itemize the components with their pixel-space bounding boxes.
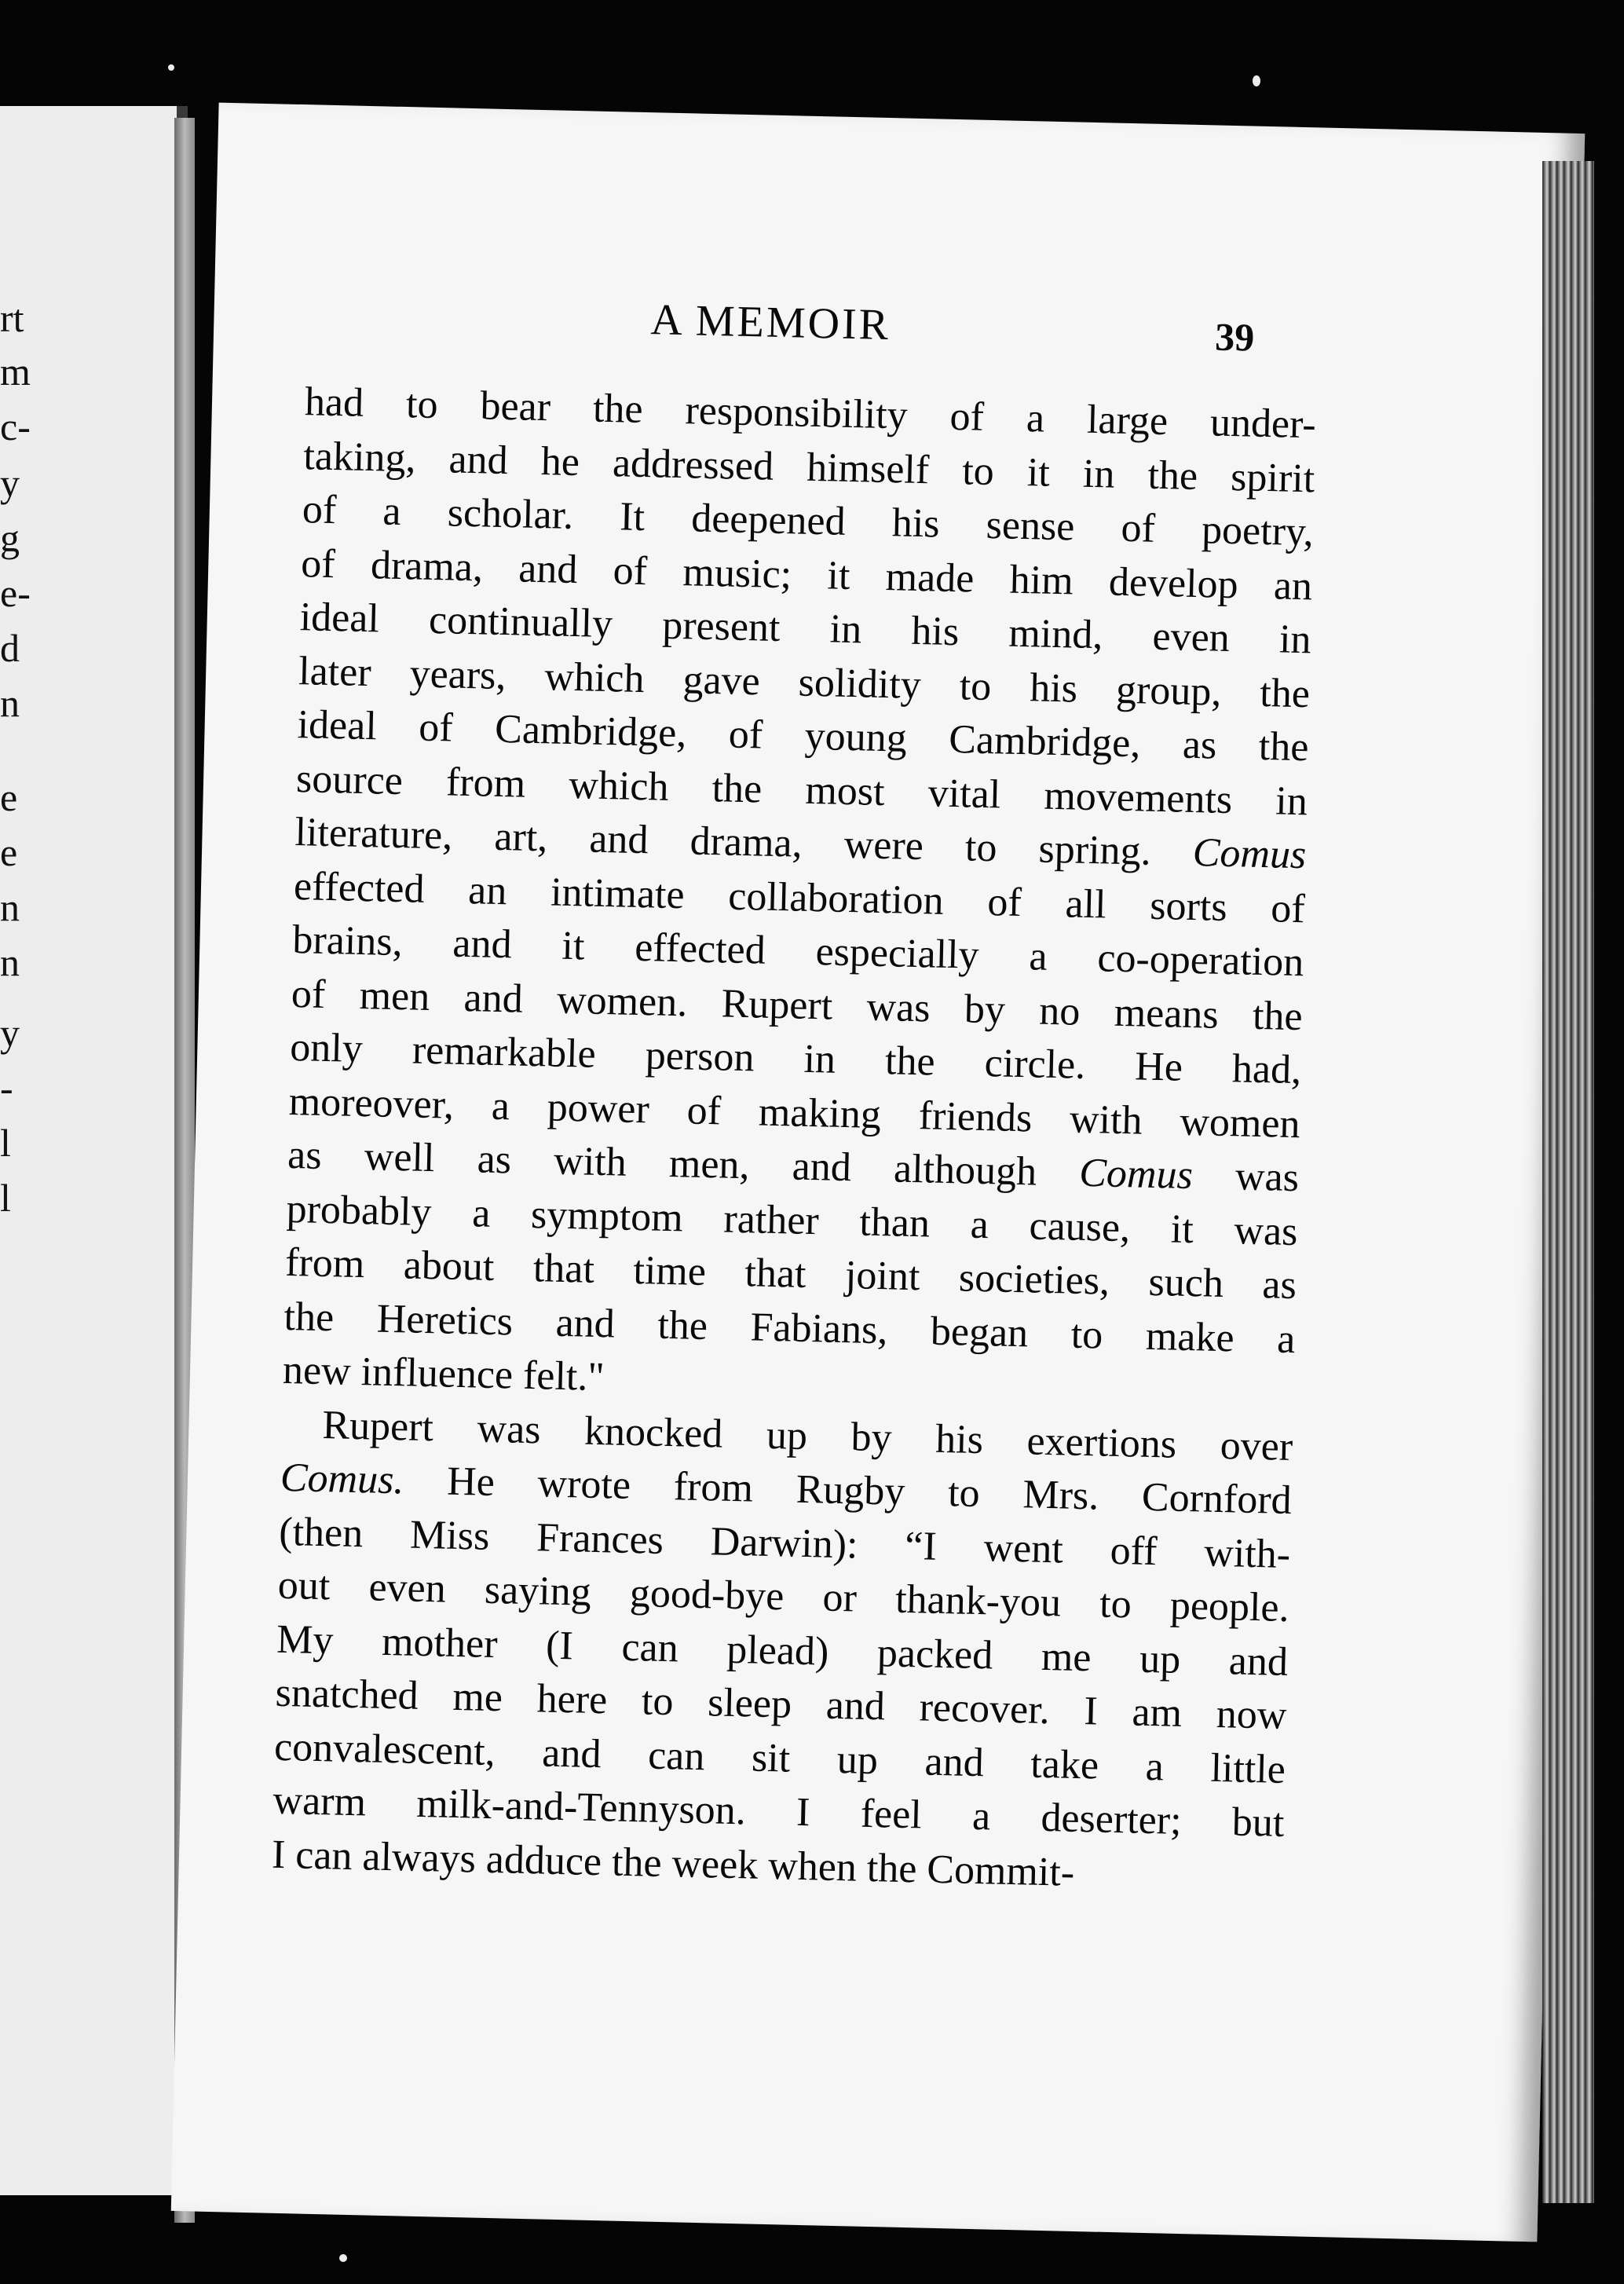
left-facing-page (0, 106, 188, 2195)
text-run: of men and women. Rupert was by no means the (291, 971, 1304, 1039)
left-page-fragment: y (0, 461, 20, 505)
book-page (171, 103, 1585, 2242)
text-run: warm milk-and-Tennyson. I feel a deserter; but (272, 1777, 1285, 1846)
text-run: ideal of Cambridge, of young Cambridge, as the (297, 702, 1310, 770)
text-run: source from which the most vital movements in (295, 756, 1308, 824)
left-page-fragment: l (0, 1176, 11, 1220)
left-page-fragment: n (0, 885, 20, 929)
dust-speck (168, 64, 174, 71)
text-run: probably a symptom rather than a cause, it was (286, 1186, 1299, 1254)
text-run: later years, which gave solidity to his group, the (298, 648, 1311, 716)
text-run: only remarkable person in the circle. He had, (289, 1024, 1302, 1093)
left-page-fragment: e (0, 830, 18, 874)
text-run: had to bear the responsibility of a large under- (304, 379, 1317, 448)
left-page-fragment: d (0, 626, 20, 670)
left-page-fragment: - (0, 1066, 13, 1110)
text-run: snatched me here to sleep and recover. I am now (275, 1670, 1288, 1738)
italic-title: Comus (1192, 829, 1307, 878)
book-fore-edge (1542, 161, 1594, 2203)
left-page-fragment: c- (0, 404, 31, 448)
page-number: 39 (1214, 314, 1255, 360)
left-page-fragment: m (0, 350, 31, 393)
left-page-fragment: n (0, 681, 20, 725)
text-run: from about that time that joint societies, such as (284, 1239, 1297, 1309)
left-page-fragment: n (0, 940, 20, 984)
text-run: convalescent, and can sit up and take a little (273, 1724, 1286, 1792)
text-run: brains, and it effected especially a co-operation (291, 917, 1304, 986)
body-text (271, 375, 1316, 1905)
text-run: the Heretics and the Fabians, began to make a (283, 1294, 1296, 1362)
italic-title: Comus. (280, 1455, 405, 1503)
text-run: taking, and he addressed himself to it in the spirit (302, 433, 1315, 501)
text-run: My mother (I can plead) packed me up and (276, 1616, 1289, 1685)
text-run: of a scholar. It deepened his sense of poetry, (302, 487, 1315, 555)
left-page-fragment: l (0, 1121, 11, 1165)
text-run: moreover, a power of making friends with women (288, 1078, 1301, 1147)
text-run: literature, art, and drama, were to spring. (294, 810, 1194, 875)
text-run: as well as with men, and although (287, 1132, 1081, 1195)
left-page-fragment: g (0, 516, 20, 560)
dust-speck (339, 2254, 347, 2262)
dust-speck (1253, 75, 1260, 86)
running-head: A MEMOIR (649, 295, 891, 350)
text-run: effected an intimate collaboration of all sorts of (293, 863, 1306, 932)
text-run: new influence felt." (282, 1347, 605, 1400)
left-page-fragment: e- (0, 571, 31, 615)
text-run: out even saying good-bye or thank-you to people. (277, 1562, 1290, 1631)
left-page-fragment: e (0, 775, 18, 819)
left-page-fragment: rt (0, 296, 24, 340)
text-run: Rupert was knocked up by his exertions over (321, 1402, 1293, 1470)
text-run: (then Miss Frances Darwin): “I went off with- (278, 1509, 1291, 1577)
text-run: was (1192, 1153, 1300, 1201)
text-run: He wrote from Rugby to Mrs. Cornford (403, 1458, 1293, 1524)
text-run: I can always adduce the week when the Commit- (271, 1832, 1075, 1895)
text-run: ideal continually present in his mind, even in (299, 595, 1312, 663)
text-run: of drama, and of music; it made him develop an (300, 540, 1313, 609)
left-page-fragment: y (0, 1011, 20, 1055)
italic-title: Comus (1078, 1150, 1194, 1199)
